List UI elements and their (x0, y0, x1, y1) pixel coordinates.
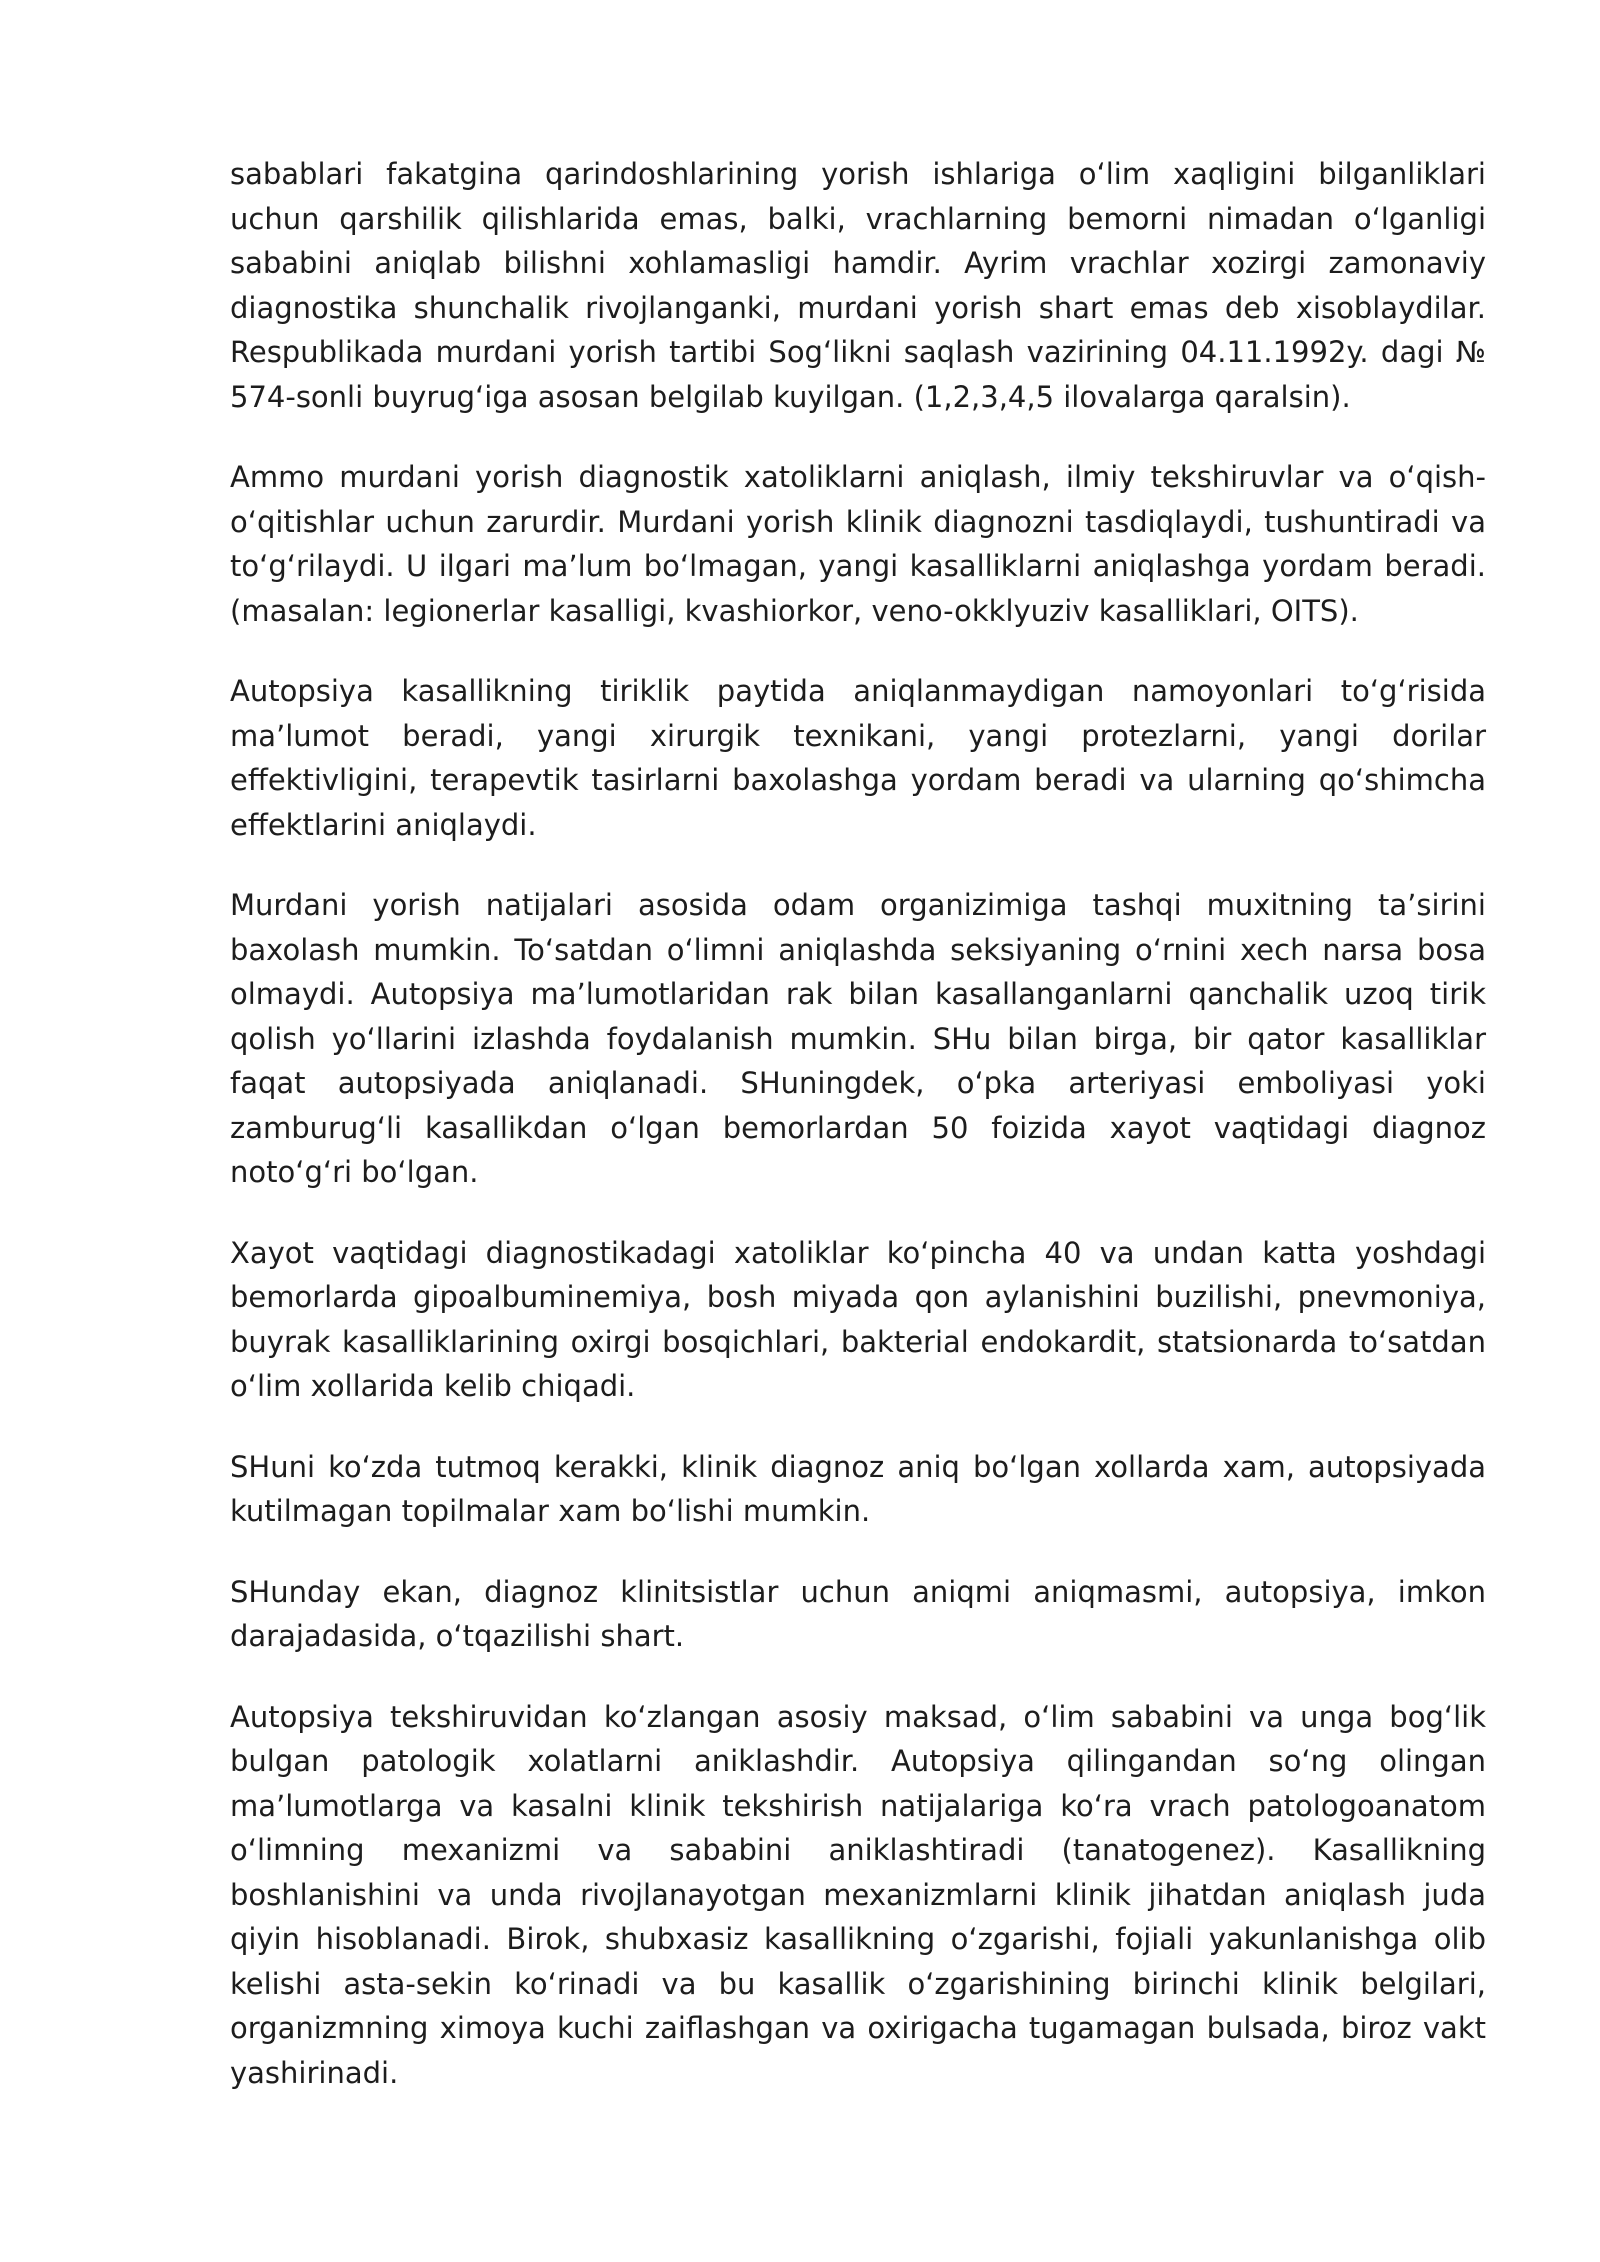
paragraph-5: Xayot vaqtidagi diagnostikadagi xatoliklar koʻpincha 40 va undan katta yoshdagi bemorlarda gipoalbuminemiya, bosh miyada qon aylanishini buzilishi, pnevmoniya, buyrak kasalliklarining oxirgi bosqichlari, bakterial endokardit, statsionarda toʻsatdan oʻlim xollarida kelib chiqadi. (230, 1235, 1486, 1403)
paragraph-3: Autopsiya kasallikning tiriklik paytida aniqlanmaydigan namoyonlari toʻgʻrisida maʼlumot beradi, yangi xirurgik texnikani, yangi protezlarni, yangi dorilar effektivligini, terapevtik tasirlarni baxolashga yordam beradi va ularning qoʻshimcha effektlarini aniqlaydi. (230, 674, 1486, 842)
paragraph-4: Murdani yorish natijalari asosida odam organizimiga tashqi muxitning taʼsirini baxolash mumkin. Toʻsatdan oʻlimni aniqlashda seksiyaning oʻrnini xech narsa bosa olmaydi. Autopsiya maʼlumotlaridan rak bilan kasallanganlarni qanchalik uzoq tirik qolish yoʻllarini izlashda foydalanish mumkin. SHu bilan birga, bir qator kasalliklar faqat autopsiyada aniqlanadi. SHuningdek, oʻpka arteriyasi emboliyasi yoki zamburugʻli kasallikdan oʻlgan bemorlardan 50 foizida xayot vaqtidagi diagnoz notoʻgʻri boʻlgan. (230, 888, 1486, 1189)
paragraph-8: Autopsiya tekshiruvidan koʻzlangan asosiy maksad, oʻlim sababini va unga bogʻlik bulgan patologik xolatlarni aniklashdir. Autopsiya qilingandan soʻng olingan maʼlumotlarga va kasalni klinik tekshirish natijalariga koʻra vrach patologoanatom oʻlimning mexanizmi va sababini aniklashtiradi (tanatogenez). Kasallikning boshlanishini va unda rivojlanayotgan mexanizmlarni klinik jihatdan aniqlash juda qiyin hisoblanadi. Birok, shubxasiz kasallikning oʻzgarishi, fojiali yakunlanishga olib kelishi asta-sekin koʻrinadi va bu kasallik oʻzgarishining birinchi klinik belgilari, organizmning ximoya kuchi zaiflashgan va oxirigacha tugamagan bulsada, biroz vakt yashirinadi. (230, 1699, 1486, 2090)
paragraph-1: sabablari fakatgina qarindoshlarining yorish ishlariga oʻlim xaqligini bilganliklari uchun qarshilik qilishlarida emas, balki, vrachlarning bemorni nimadan oʻlganligi sababini aniqlab bilishni xohlamasligi hamdir. Ayrim vrachlar xozirgi zamonaviy diagnostika shunchalik rivojlanganki, murdani yorish shart emas deb xisoblaydilar. Respublikada murdani yorish tartibi Sogʻlikni saqlash vazirining 04.11.1992y. dagi № 574-sonli buyrugʻiga asosan belgilab kuyilgan. (1,2,3,4,5 ilovalarga qaralsin). (230, 157, 1486, 414)
paragraph-7: SHunday ekan, diagnoz klinitsistlar uchun aniqmi aniqmasmi, autopsiya, imkon darajadasida, oʻtqazilishi shart. (230, 1574, 1486, 1653)
paragraph-2: Ammo murdani yorish diagnostik xatoliklarni aniqlash, ilmiy tekshiruvlar va oʻqish-oʻqitishlar uchun zarurdir. Murdani yorish klinik diagnozni tasdiqlaydi, tushuntiradi va toʻgʻrilaydi. U ilgari maʼlum boʻlmagan, yangi kasalliklarni aniqlashga yordam beradi. (masalan: legionerlar kasalligi, kvashiorkor, veno-okklyuziv kasalliklari, OITS). (230, 460, 1486, 628)
paragraph-6: SHuni koʻzda tutmoq kerakki, klinik diagnoz aniq boʻlgan xollarda xam, autopsiyada kutilmagan topilmalar xam boʻlishi mumkin. (230, 1449, 1486, 1528)
document-body (230, 152, 1486, 2131)
